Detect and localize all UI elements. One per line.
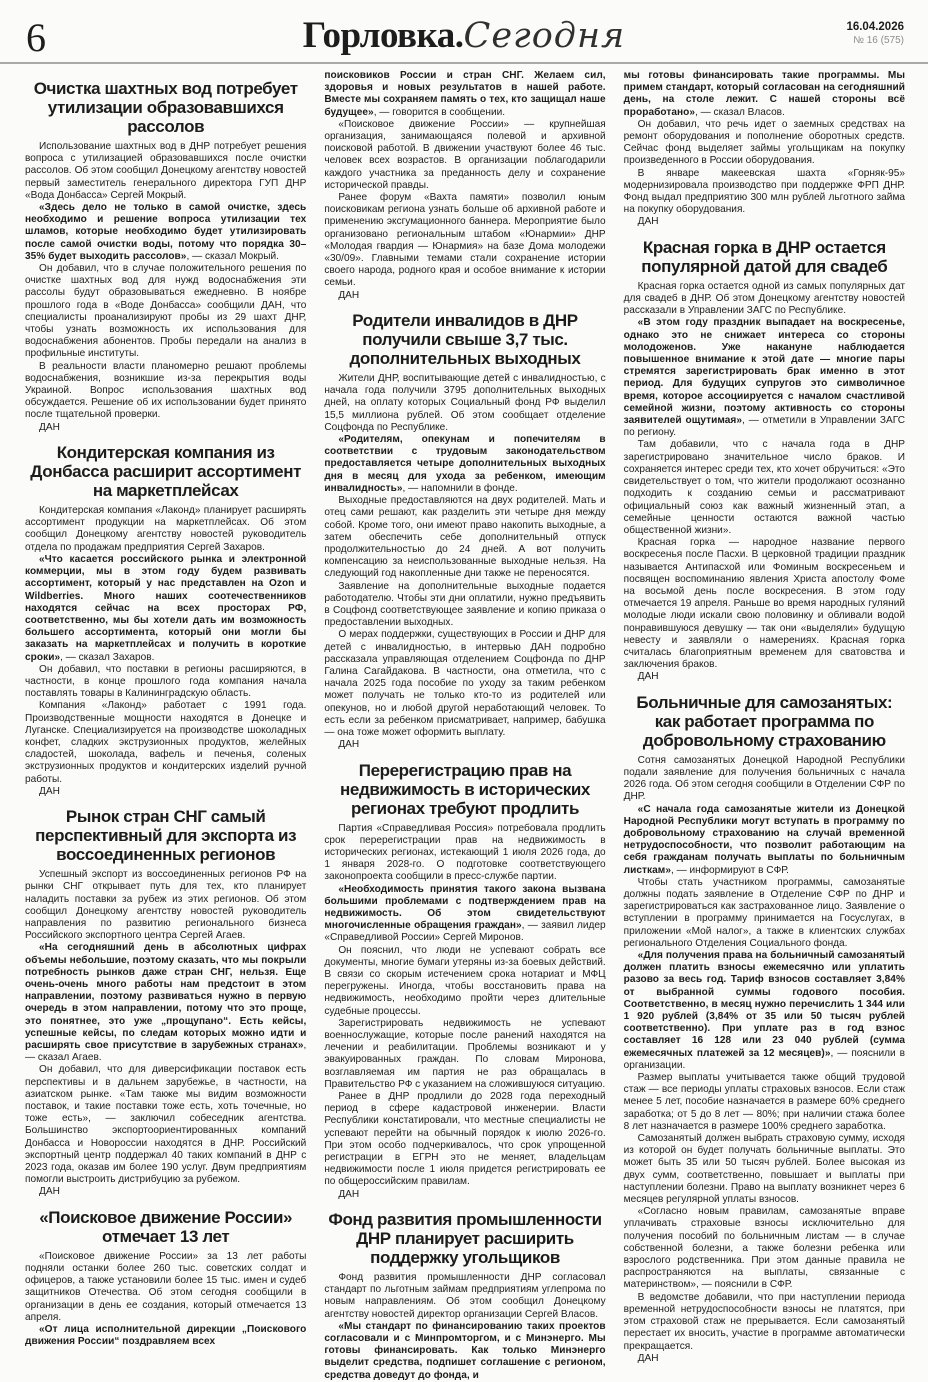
article-paragraph	[25, 505, 306, 554]
article-headline: Родители инвалидов в ДНР получили свыше 3,7 тыс. дополнительных выходных	[349, 311, 581, 369]
quote-bold-text: «Здесь дело не только в самой очистке, здесь необходимо и решение вопроса утилизации тех шламов, которые необходимо будет утилизировать после самой очистки воды, потому что порядка 30–35% будет выходить рассолов»	[25, 202, 307, 262]
article-paragraph	[25, 1064, 306, 1186]
body-text: Компания «Лаконд» работает с 1991 года. Производственные мощности находятся в Донецке и Луганске. Специализируется на производстве шоколадных конфет, сладких экструзионных продуктов, желейных сладостей, шоколада, вафель и печенья, соленых экструзионных продуктов и кондитерских изделий ручной работы.	[25, 700, 307, 785]
article-signature: ДАН	[637, 671, 659, 683]
body-text: , — отметили в Управлении ЗАГС по региону.	[623, 415, 905, 439]
article-paragraph	[324, 119, 605, 192]
body-text: В ведомстве добавили, что при наступлении периода временной нетрудоспособности взносы не платятся, при этом страховой стаж не прерывается. Если самозанятый перестает их вносить, участие в программе автоматически прекращается.	[623, 1291, 905, 1352]
body-text: О мерах поддержки, существующих в России и ДНР для детей с инвалидностью, в интервью ДАН подробно рассказала управляющая отделением Соцфонда по ДНР Галина Сагайдакова. В частности, она отметила, что с начала 2025 года пособие по уходу за таким ребенком может получать не только кто-то из родителей или опекунов, но и любой другой неработающий человек. То есть если за ребенком присматривает, например, бабушка — она тоже может оформить выплату.	[324, 629, 606, 738]
body-text: Партия «Справедливая Россия» потребовала продлить срок перерегистрации прав на недвижимость в исторических регионах, истекающий 1 июля 2026 года, до 1 января 2028-го. О подготовке соответствующего законопроекта сообщили в пресс-службе партии.	[324, 822, 606, 883]
article-paragraph	[324, 629, 605, 739]
issue-info	[846, 20, 904, 47]
article-paragraph	[324, 1091, 605, 1189]
body-text: Заявление на дополнительные выходные подается работодателю. Чтобы эти дни оплатили, нужно предъявить в Соцфонд соответствующее заявление и копию приказа о предоставлении выходных.	[324, 580, 606, 629]
body-text: Жители ДНР, воспитывающие детей с инвалидностью, с начала года получили 3795 дополнительных выходных дней, на оплату которых Социальный фонд РФ выделил 15,5 миллиона рублей. Об этом сообщает отделение Соцфонда по Республике.	[324, 373, 606, 433]
body-text: , — напомнили в фонде.	[402, 482, 518, 494]
article-paragraph	[624, 950, 905, 1072]
issue-number: № 16 (575)	[853, 35, 904, 46]
article-paragraph	[624, 1133, 905, 1206]
article-paragraph	[324, 373, 605, 434]
page-number: 6	[26, 15, 46, 60]
body-text: , — заявил лидер «Справедливой России» Сергей Миронов.	[324, 920, 606, 944]
quote-bold-text: «Родителям, опекунам и попечителям в соответствии с трудовым законодательством предоставляется четыре дополнительных выходных дня в месяц для ухода за ребенком, имеющим инвалидность»	[324, 434, 606, 494]
newspaper-column	[624, 70, 905, 1382]
body-text: Размер выплаты учитывается также общий трудовой стаж — все периоды уплаты страховых взносов. Если стаж менее 5 лет, пособие назначается в размере 60% среднего заработка; от 5 до 8 лет — 80%; при наличии стажа более 8 лет назначается в размере 100% среднего заработка.	[623, 1072, 905, 1132]
article-headline: Больничные для самозанятых: как работает программа по добровольному страхованию	[636, 692, 893, 750]
article-signature: ДАН	[637, 216, 659, 228]
article-paragraph	[324, 70, 605, 119]
body-text: Зарегистрировать недвижимость не успевают военнослужащие, которые после ранений находятся на лечении и реабилитации. Проблемы возникают и у эвакуированных граждан. По словам Миронова, возглавляемая им партия не раз обращалась в Правительство РФ с указанием на сложившуюся ситуацию.	[324, 1017, 606, 1090]
article-paragraph	[324, 884, 605, 945]
article-signature: ДАН	[39, 785, 60, 797]
article-headline: «Поисковое движение России» отмечает 13 лет	[39, 1207, 293, 1246]
article-paragraph	[324, 1272, 605, 1321]
body-text: В реальности власти планомерно решают проблемы водоснабжения, возникшие из-за перекрытия воды Украиной. Вопрос использования шахтных вод обсуждается. Решение об их использовании будет принято после тщательной проверки.	[25, 360, 307, 421]
article-signature: ДАН	[39, 1186, 60, 1198]
quote-bold-text: «От лица исполнительной дирекции „Поискового движения России“ поздравляем всех	[25, 1324, 307, 1348]
issue-date: 16.04.2026	[846, 21, 904, 33]
body-text: Он добавил, что для диверсификации поставок есть перспективы и в дальнем зарубежье, в частности, на азиатском рынке. «Там также мы видим возможности поставок, и такие поставки тоже есть, хоть точечные, но тоже есть», — заключил собеседник агентства. Большинство экспортоориентированных компаний Донбасса и Новороссии находятся в ДНР. Российский экспортный центр поддержал 40 таких компаний в ДНР с 2023 года, оказав им более 190 услуг. Двум предприятиям помогли выстроить дистрибуцию за рубежом.	[25, 1064, 307, 1186]
quote-bold-text: «С начала года самозанятые жители из Донецкой Народной Республики могут вступать в программу по добровольному страхованию на случай временной нетрудоспособности, что позволит работающим на себя гражданам получать выплаты по больничным листкам»	[623, 803, 905, 876]
body-text: Фонд развития промышленности ДНР согласовал стандарт по льготным займам предприятиям углепрома по новым направлениям. Об этом сообщил Донецкому агентству новостей директор организации Сергей Власов.	[324, 1272, 606, 1320]
body-text: Он пояснил, что люди не успевают собрать все документы, многие бумаги утеряны из-за боевых действий. В связи со скорым истечением срока нотариат и МФЦ перегружены. Иногда, чтобы восстановить права на недвижимость, необходимо пройти через длительные судебные процессы.	[324, 944, 606, 1017]
body-text: , — пояснили в организации.	[623, 1047, 905, 1071]
article-paragraph	[624, 70, 905, 119]
article-signature: ДАН	[637, 1352, 659, 1364]
quote-bold-text: поисковиков России и стран СНГ. Желаем сил, здоровья и новых результатов в нашей работе. Вместе мы сохраняем память о тех, кто защищал наше будущее»	[324, 70, 606, 118]
body-text: Ранее в ДНР продлили до 2028 года переходный период в сфере кадастровой инженерии. Власти Республики констатировали, что местные специалисты не успевают перейти на обычный порядок к июлю 2026-го. При этом особо подчеркивалось, что срок упрощенной регистрации в ЕГРН это не меняет, владельцам недвижимости после 1 июля придется регистрировать ее по общероссийским правилам.	[324, 1091, 606, 1188]
masthead-title: Горловка.	[302, 15, 464, 56]
article-paragraph	[324, 945, 605, 1018]
body-text: Он добавил, что поставки в регионы расширяются, в частности, в конце прошлого года компания начала поставлять товары в Калининградскую область.	[25, 663, 307, 700]
newspaper-column	[324, 70, 605, 1382]
article-paragraph	[25, 664, 306, 701]
article-headline: Рынок стран СНГ самый перспективный для экспорта из воссоединенных регионов	[35, 807, 297, 865]
article-paragraph	[25, 263, 306, 361]
body-text: «Согласно новым правилам, самозанятые вправе уплачивать страховые взносы исключительно для получения пособий по больничным листам — в случае собственной болезни, а также болезни ребенка или взрослого родственника. При этом данные правила не распространяются на выплаты, связанные с материнством», — пояснили в СФР.	[623, 1206, 905, 1291]
body-text: «Поисковое движение России» за 13 лет работы подняли останки более 260 тыс. советских солдат и офицеров, а также установили более 15 тыс. имен и судеб защитников Отечества. Об этом сегодня сообщили в организации в день ее создания, который отмечается 13 апреля.	[25, 1250, 307, 1323]
article-paragraph	[25, 202, 306, 263]
body-text: Красная горка — народное название первого воскресенья после Пасхи. В церковной традиции праздник называется Антипасхой или Фоминым воскресеньем и посвящен воспоминанию явления Христа апостолу Фоме на восьмой день после воскресения. В этом году отмечается 19 апреля. Раньше во время народных гуляний молодые люди искали свою половинку и обливали водой понравившуюся девушку — так они «выделяли» будущую невесту и заявляли о намерениях. Красная горка считалась благоприятным временем для сватовства и заключения браков.	[623, 537, 905, 671]
quote-bold-text: мы готовы финансировать такие программы. Мы примем стандарт, который согласован на сегодняшний день, на столе лежит. С нашей стороны всё проработано»	[623, 70, 905, 118]
article-paragraph	[624, 281, 905, 318]
article-paragraph	[624, 119, 905, 168]
body-text: Там добавили, что с начала года в ДНР зарегистрировано значительное число браков. И сохраняется интерес среди тех, кто хочет обручиться: «Это свидетельствует о том, что жители продолжают осознанно подходить к созданию семьи и рассматривают официальный союз как важный жизненный этап, а семейные ценности остаются важной частью общественной жизни».	[623, 439, 905, 536]
article-paragraph	[324, 434, 605, 495]
body-text: Чтобы стать участником программы, самозанятые должны подать заявление в Отделение СФР по ДНР и зарегистрироваться как застрахованное лицо. Заявление о вступлении в программу принимается на Госуслугах, в приложении «Мой налог», а также в клиентских службах регионального Отделения Социального фонда.	[623, 876, 905, 949]
article-paragraph	[25, 869, 306, 942]
article-headline: Фонд развития промышленности ДНР планирует расширить поддержку угольщиков	[328, 1210, 602, 1268]
quote-bold-text: «Мы стандарт по финансированию таких проектов согласовали и с Минпромторгом, и с Минэнерго. Мы готовы финансировать. Как только Минэнерго выделит средства, подпишет соглашение с регионом, средства доведут до фонда, и	[324, 1320, 606, 1381]
article-paragraph	[624, 1072, 905, 1133]
article-paragraph	[324, 495, 605, 580]
body-text: , — сказал Власов.	[695, 106, 785, 118]
body-text: В январе макеевская шахта «Горняк-95» модернизировала производство при поддержке ФРП ДНР. Фонд выдал предприятию 300 млн рублей льготного займа на покупку оборудования.	[623, 167, 905, 216]
article-paragraph	[624, 1292, 905, 1353]
page-header	[0, 0, 928, 64]
body-text: Он добавил, что в случае положительного решения по очистке шахтных вод для нужд водоснабжения эти рассолы будут образовываться ежедневно. В ноябре прошлого года в «Воде Донбасса» сообщили ДАН, что специалисты проанализируют пробы из 29 шахт ДНР, чтобы узнать возможность их использования для водоснабжения абонентов. Пробы передали на анализ в профильные институты.	[25, 263, 307, 360]
body-text: Выходные предоставляются на двух родителей. Мать и отец сами решают, как разделить эти четыре дня между собой. Кроме того, они имеют право накопить выходные, а затем обеспечить себе дополнительный отпуск продолжительностью до 24 дней. А вот получить компенсацию за неиспользованные выходные нельзя. На следующий год накопленные дни также не переносятся.	[324, 495, 606, 580]
newspaper-column	[25, 70, 306, 1382]
article-paragraph	[624, 537, 905, 671]
article-paragraph	[324, 192, 605, 290]
body-text: , — говорится в сообщении.	[373, 106, 506, 118]
article-paragraph	[624, 755, 905, 804]
article-paragraph	[624, 317, 905, 439]
article-paragraph	[324, 581, 605, 630]
body-text: «Поисковое движение России» — крупнейшая организация, занимающаяся полевой и архивной поисковой работой. В движении участвуют более 46 тыс. человек всех возрастов. В организации поблагодарили каждого участника за преданность делу и сохранение исторической правды.	[324, 118, 606, 191]
quote-bold-text: «В этом году праздник выпадает на воскресенье, однако это не снижает интереса со стороны молодоженов. Уже накануне наблюдается повышенное внимание к этой дате — многие пары стремятся зарегистрировать брак именно в этот период. Для будущих супругов это символичное время, которое ассоциируется с началом счастливой семейной жизни, поэтому активность со стороны заявителей ощутимая»	[623, 317, 905, 427]
article-paragraph	[624, 877, 905, 950]
body-text: , — сказал Агаев.	[25, 1040, 307, 1064]
quote-bold-text: «Что касается российского рынка и электронной коммерции, мы в этом году будем развивать ассортимент, который у нас представлен на Ozon и Wildberries. Много наших соотечественников находятся сейчас на всех просторах РФ, соответственно, мы бы хотели дать им возможность большего ассортимента, который они могли бы заказать на маркетплейсах и получить в короткие сроки»	[25, 553, 307, 663]
article-paragraph	[25, 942, 306, 1064]
body-text: , — информируют в СФР.	[670, 864, 789, 876]
article-paragraph	[25, 554, 306, 664]
body-text: Он добавил, что речь идет о заемных средствах на ремонт оборудования и пополнение оборотных средств. Сейчас фонд выделяет займы угольщикам на покупку произведенного в России оборудования.	[623, 118, 905, 167]
masthead-subtitle-script: Сегодня	[463, 16, 626, 56]
body-text: Сотня самозанятых Донецкой Народной Республики подали заявление для получения больничных с начала 2026 года. Об этом сегодня сообщили в Отделении СФР по ДНР.	[623, 754, 905, 803]
article-paragraph	[25, 141, 306, 202]
article-paragraph	[25, 1251, 306, 1324]
body-text: Самозанятый должен выбрать страховую сумму, исходя из которой он будет получать больничные выплаты. Это может быть 35 или 50 тысяч рублей. Более высокая из двух сумм, соответственно, повышает и выплаты при наступлении болезни. Право на выплату возникнет через 6 месяцев регулярной уплаты взносов.	[623, 1133, 905, 1206]
article-signature: ДАН	[338, 289, 360, 301]
article-signature: ДАН	[338, 739, 360, 751]
article-signature: ДАН	[39, 421, 60, 433]
body-text: Использование шахтных вод в ДНР потребует решения вопроса с утилизацией образовавшихся после очистки рассолов. Об этом сообщил Донецкому агентству новостей первый заместитель генерального директора ГУП ДНР «Вода Донбасса» Сергей Мокрый.	[25, 141, 307, 201]
quote-bold-text: «Для получения права на больничный самозанятый должен платить взносы ежемесячно или уплатить разово за весь год. Тариф взносов составляет 3,84% от выбранной суммы годового пособия. Соответственно, в месяц нужно перечислить 1 344 или 1 920 рублей (3,84% от 35 или 50 тысяч рублей соответственно). При уплате раз в год взнос составляет 16 128 или 23 040 рублей (сумма ежемесячных платежей за 12 месяцев)»	[623, 950, 905, 1059]
article-paragraph	[25, 700, 306, 785]
quote-bold-text: «На сегодняшний день в абсолютных цифрах объемы небольшие, поэтому сказать, что мы покрыли потребность рынков даже стран СНГ, нельзя. Еще очень-очень много работы нам предстоит в этом направлении, поэтому развиваться нужно в первую очередь в этом направлении, потому что это проще, это понятнее, это уже „прощупано“. Есть кейсы, успешные кейсы, по следам которых можно идти и расширять свое присутствие в зарубежных странах»	[25, 942, 307, 1051]
quote-bold-text: «Необходимость принятия такого закона вызвана большими проблемами с подтверждением прав на недвижимость. Об этом свидетельствуют многочисленные обращения граждан»	[324, 883, 606, 932]
article-paragraph	[25, 361, 306, 422]
masthead	[0, 14, 928, 60]
article-paragraph	[324, 1321, 605, 1382]
body-text: Красная горка остается одной из самых популярных дат для свадеб в ДНР. Об этом Донецкому агентству новостей рассказали в Управлении ЗАГС по Республике.	[623, 280, 905, 317]
article-paragraph	[624, 1206, 905, 1291]
article-paragraph	[324, 823, 605, 884]
body-text: Успешный экспорт из воссоединенных регионов РФ на рынки СНГ открывает путь для тех, кто планирует наладить поставки за рубеж из этих регионов. Об этом сообщил Донецкому агентству новостей руководитель направления по развитию регионального бизнеса Российского экспортного центра Сергей Агаев.	[25, 869, 307, 942]
article-paragraph	[25, 1324, 306, 1348]
article-headline: Красная горка в ДНР остается популярной датой для свадеб	[641, 237, 888, 276]
body-text: Ранее форум «Вахта памяти» позволил юным поисковикам региона узнать больше об архивной работе и применению эксгумационного баннера. Мероприятие было организовано региональным штабом «Юнармии» ДНР «Молодая гвардия — Юнармия» на базе Дома молодежи «30/09». Главными темами стали сохранение истории своего народа, родного края и особое внимание к истории семьи.	[324, 192, 606, 289]
article-paragraph	[624, 168, 905, 217]
article-paragraph	[624, 804, 905, 877]
article-paragraph	[324, 1018, 605, 1091]
body-text: , — сказал Мокрый.	[186, 250, 279, 262]
article-headline: Кондитерская компания из Донбасса расширит ассортимент на маркетплейсах	[30, 443, 302, 501]
article-paragraph	[624, 439, 905, 537]
article-signature: ДАН	[338, 1188, 360, 1200]
body-text: , — сказал Захаров.	[60, 651, 155, 663]
articles-grid	[0, 64, 928, 1382]
body-text: Кондитерская компания «Лаконд» планирует расширять ассортимент продукции на маркетплейсах. Об этом сообщил Донецкому агентству новостей руководитель отдела по продажам предприятия Сергей Захаров.	[25, 505, 307, 553]
article-headline: Перерегистрацию прав на недвижимость в исторических регионах требуют продлить	[340, 760, 590, 818]
article-headline: Очистка шахтных вод потребует утилизации образовавшихся рассолов	[33, 79, 298, 136]
